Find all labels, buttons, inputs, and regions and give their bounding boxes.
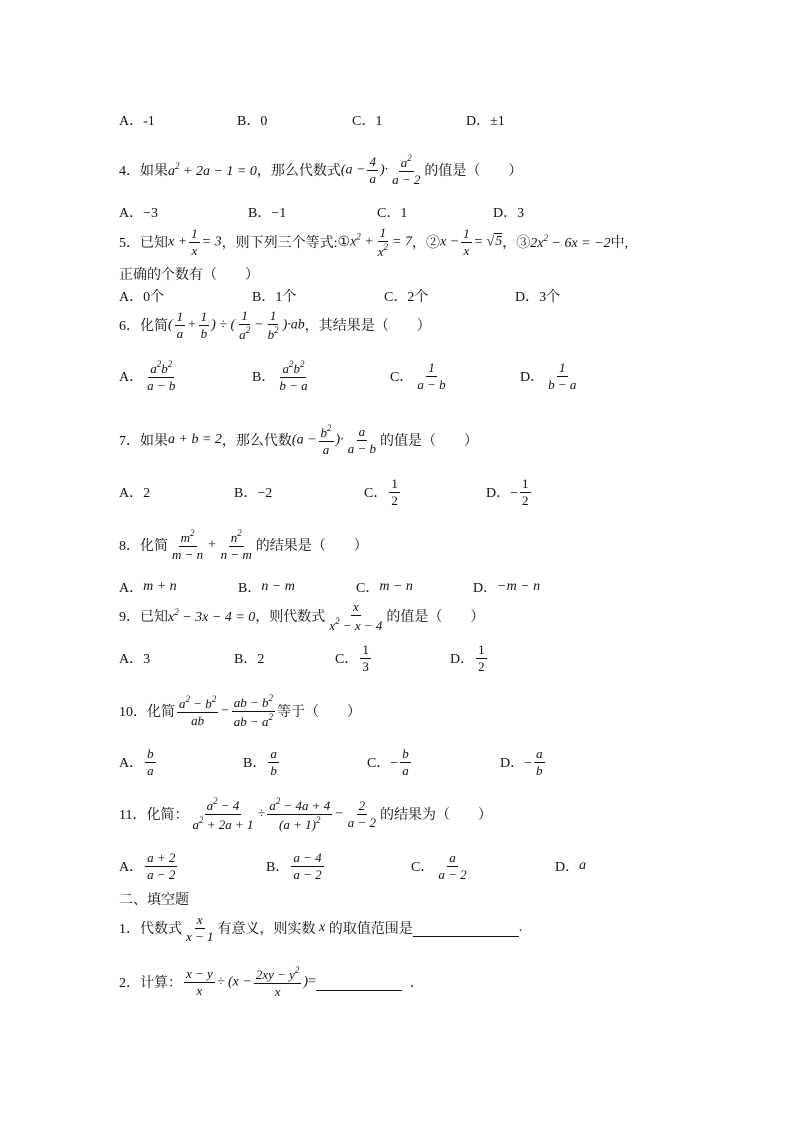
q9-option-d [450, 638, 489, 678]
q7-option-d-value: $\frac{1}{2}$ [522, 475, 529, 508]
q5-post: 中, [610, 236, 629, 251]
f2-post: = [308, 974, 316, 989]
q7-option-c-label: C． [364, 486, 388, 501]
q8-option-a [119, 577, 177, 597]
q6-option-a-label: A． [119, 370, 144, 385]
q4-expression: (a − $\frac{4}{a}$ )· $\frac{a^2}{a - 2}$ [340, 152, 421, 187]
q9-pre: 已知 [140, 610, 168, 625]
q6-option-a [119, 356, 179, 396]
prev-option-d: D．±1 [466, 114, 505, 129]
q11-option-d-value: a [579, 858, 587, 873]
q7-option-d-label: D．− [486, 486, 519, 501]
question-6 [119, 304, 431, 346]
q5-eq2: x − $\frac{1}{x}$ = √5 [439, 225, 503, 258]
q10-number: 10． [119, 705, 147, 720]
q5-option-c: C．2个 [384, 290, 429, 305]
q6-option-b [252, 356, 312, 396]
f1-pre: 代数式 [140, 922, 182, 937]
q7-expression: (a − $\frac{b^2}{a}$ )· $\frac{a}{a - b}$ [291, 422, 376, 457]
q11-option-c-label: C． [411, 860, 435, 875]
q11-option-b-value: $\frac{a - 4}{a - 2}$ [293, 849, 322, 882]
q9-equation: $x^2 - 3x - 4 = 0$ [168, 606, 256, 625]
q4-mid: ，那么代数式 [256, 164, 341, 179]
q5-eq1: $x^2$ + $\frac{1}{x^2}$ = 7 [350, 224, 412, 259]
q9-option-c [335, 638, 373, 678]
q11-option-c [411, 846, 471, 886]
question-10 [119, 690, 361, 732]
q4-pre: 如果 [140, 164, 168, 179]
q7-given: a + b = 2 [168, 432, 222, 447]
q8-pre: 化简 [140, 539, 168, 554]
q10-pre: 化简 [147, 705, 175, 720]
q10-option-a-label: A． [119, 756, 144, 771]
f2-expression: $\frac{x - y}{x}$ ÷ (x − $\frac{2xy - y^2}{x}$ ) [186, 964, 309, 999]
q7-option-b: B．−2 [234, 486, 273, 501]
f1-variable: x [315, 920, 329, 935]
question-8 [119, 524, 368, 566]
q4-equation: $a^2 + 2a - 1 = 0$ [168, 160, 257, 179]
q10-expression: $\frac{a^2 - b^2}{ab}$ − $\frac{ab - b^2}{ab - a^2}$ [179, 692, 274, 729]
f2-pre: 计算： [140, 976, 182, 991]
q6-number: 6． [119, 319, 140, 334]
q4-post: 的值是（ ） [424, 164, 523, 179]
f2-end: ． [410, 976, 424, 991]
f1-post: 的取值范围是 [328, 922, 413, 937]
q8-option-d-value: −m − n [497, 579, 541, 594]
q8-option-a-value: m + n [143, 579, 177, 594]
q6-option-d-value: $\frac{1}{b - a}$ [548, 359, 577, 392]
q9-expression: $\frac{x}{x^2 - x - 4}$ [329, 598, 383, 633]
q5-option-d: D．3个 [515, 290, 561, 305]
q7-option-c [364, 472, 402, 512]
q5-c2: ，② [411, 236, 440, 251]
q11-option-d-label: D． [555, 860, 580, 875]
q10-option-c [367, 742, 413, 782]
q5-c3: ，③ [502, 236, 531, 251]
q9-option-d-label: D． [450, 652, 475, 667]
q5-pre: 已知 [140, 236, 168, 251]
q6-option-c-label: C． [390, 370, 414, 385]
q4-option-a: A．−3 [119, 206, 159, 221]
q8-option-d [473, 577, 540, 597]
q11-post: 的结果为（ ） [380, 808, 492, 823]
q5-number: 5． [119, 236, 140, 251]
question-7 [119, 418, 478, 462]
q10-option-b [243, 742, 281, 782]
q9-option-c-value: $\frac{1}{3}$ [362, 641, 369, 674]
q11-pre: 化简： [146, 808, 189, 823]
q5-eq3: $2x^2 - 6x = -2$ [530, 232, 611, 251]
q11-option-c-value: $\frac{a}{a - 2}$ [438, 849, 467, 882]
q9-mid: ，则代数式 [255, 610, 326, 625]
q7-post: 的值是（ ） [379, 434, 478, 449]
q11-option-b [266, 846, 326, 886]
q8-option-b [238, 577, 295, 597]
q4-option-d: D．3 [493, 206, 525, 221]
q7-pre: 如果 [140, 434, 168, 449]
fill-question-2 [119, 960, 424, 1004]
q6-post: ，其结果是（ ） [304, 319, 431, 334]
q7-option-a: A．2 [119, 486, 151, 501]
q5-mid: ，则下列三个等式: [221, 236, 338, 251]
q11-option-a-label: A． [119, 860, 144, 875]
q10-option-d [500, 742, 547, 782]
f1-mid: 有意义，则实数 [217, 922, 316, 937]
q5-line2: 正确的个数有（ ） [119, 268, 259, 283]
q7-option-c-value: $\frac{1}{2}$ [391, 475, 398, 508]
q8-option-b-value: n − m [261, 579, 295, 594]
q10-option-c-value: $\frac{b}{a}$ [402, 745, 409, 778]
q6-expression: ( $\frac{1}{a}$ + $\frac{1}{b}$ ) ÷ ( $\frac{1}{a^2}$ − $\frac{1}{b^2}$ )·ab [168, 307, 305, 342]
q10-post: 等于（ ） [277, 705, 362, 720]
q10-option-a [119, 742, 158, 782]
q10-option-d-value: $\frac{a}{b}$ [536, 745, 543, 778]
f1-end: . [518, 920, 523, 935]
q4-number: 4． [119, 164, 140, 179]
f2-number: 2． [119, 976, 140, 991]
q6-option-b-value: $\frac{a^2b^2}{b - a}$ [279, 358, 308, 393]
q9-number: 9． [119, 610, 140, 625]
q6-option-a-value: $\frac{a^2b^2}{a - b}$ [147, 358, 176, 393]
q9-option-c-label: C． [335, 652, 359, 667]
q6-option-c-value: $\frac{1}{a - b}$ [417, 359, 446, 392]
q10-option-d-label: D．− [500, 756, 533, 771]
q8-option-c-value: m − n [379, 579, 413, 594]
prev-option-b: B．0 [237, 114, 268, 129]
q10-option-c-label: C．− [367, 756, 399, 771]
f2-answer-blank[interactable] [316, 974, 402, 991]
q8-option-d-label: D． [473, 581, 498, 596]
q11-expression: $\frac{a^2 - 4}{a^2 + 2a + 1}$ ÷ $\frac{a^2 - 4a + 4}{(a + 1)^2}$ − $\frac{2}{a - 2}$ [192, 795, 376, 832]
q11-option-b-label: B． [266, 860, 290, 875]
q6-pre: 化简 [140, 319, 168, 334]
prev-option-c: C．1 [352, 114, 383, 129]
q9-option-d-value: $\frac{1}{2}$ [478, 641, 485, 674]
q8-option-b-label: B． [238, 581, 262, 596]
f1-expression: $\frac{x}{x - 1}$ [186, 911, 214, 944]
question-11 [119, 792, 492, 836]
q8-expression: $\frac{m^2}{m - n}$ + $\frac{n^2}{n - m}$ [172, 527, 252, 562]
question-9 [119, 596, 484, 636]
q10-option-b-value: $\frac{a}{b}$ [270, 745, 277, 778]
q6-option-b-label: B． [252, 370, 276, 385]
q7-mid: ，那么代数 [221, 434, 292, 449]
q8-option-c-label: C． [356, 581, 380, 596]
q10-option-a-value: $\frac{b}{a}$ [147, 745, 154, 778]
q11-option-d [555, 846, 586, 886]
f1-answer-blank[interactable] [413, 920, 519, 937]
section-title-fill-in: 二、填空题 [119, 893, 189, 908]
q5-option-b: B．1个 [252, 290, 297, 305]
q6-option-d-label: D． [520, 370, 545, 385]
q8-post: 的结果是（ ） [255, 539, 368, 554]
question-5 [119, 222, 628, 262]
q11-option-a-value: $\frac{a + 2}{a - 2}$ [147, 849, 176, 882]
question-4 [119, 148, 522, 192]
q5-c1: ① [337, 234, 351, 250]
q10-option-b-label: B． [243, 756, 267, 771]
q7-option-d [486, 472, 533, 512]
q11-number: 11． [119, 808, 147, 823]
q4-option-c: C．1 [377, 206, 408, 221]
q6-option-d [520, 356, 580, 396]
q7-number: 7． [119, 434, 140, 449]
prev-option-a: A．-1 [119, 114, 155, 129]
q11-option-a [119, 846, 179, 886]
q8-number: 8． [119, 539, 140, 554]
q9-option-b: B．2 [234, 652, 265, 667]
q4-option-b: B．−1 [248, 206, 287, 221]
fill-question-1 [119, 908, 522, 948]
q9-option-a: A．3 [119, 652, 151, 667]
q8-option-a-label: A． [119, 581, 144, 596]
q5-option-a: A．0个 [119, 290, 165, 305]
q5-given: x + $\frac{1}{x}$ = 3 [168, 225, 222, 258]
q9-post: 的值是（ ） [386, 610, 485, 625]
f1-number: 1． [119, 922, 140, 937]
q8-option-c [356, 577, 413, 597]
q6-option-c [390, 356, 450, 396]
